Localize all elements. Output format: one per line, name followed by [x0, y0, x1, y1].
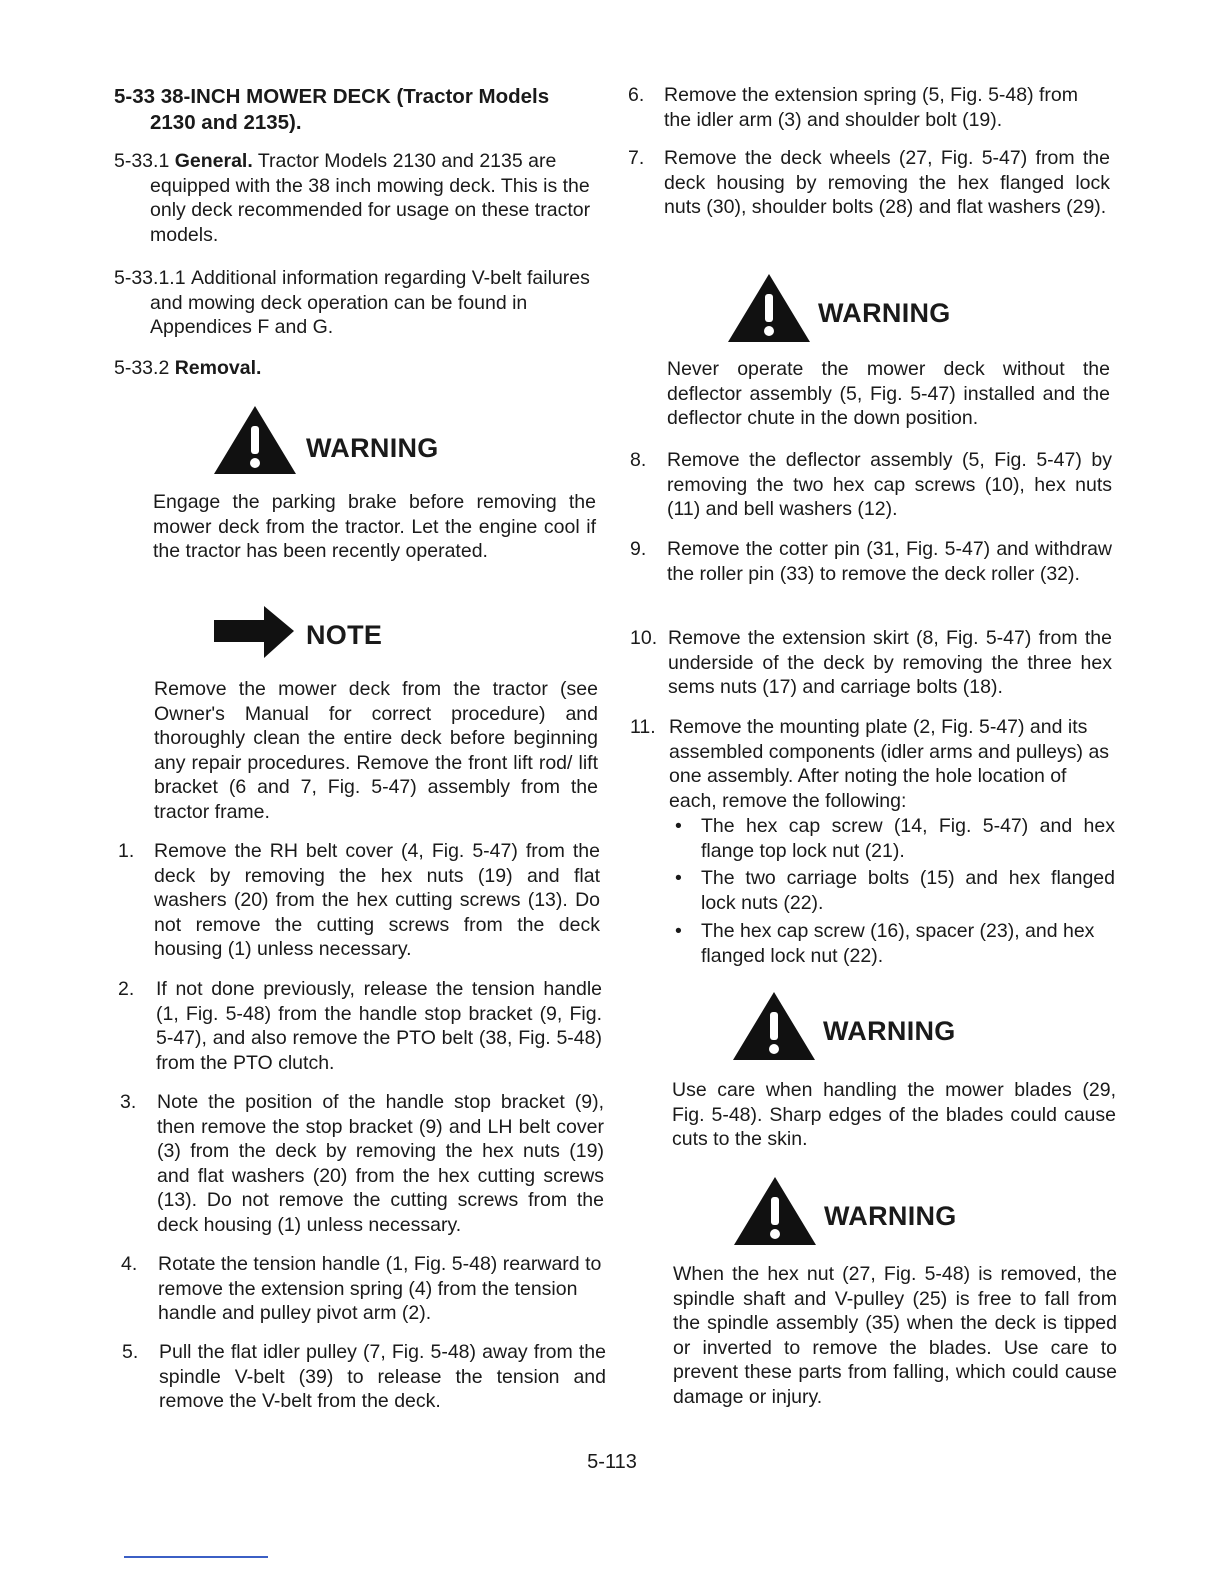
- step-number: 5.: [122, 1341, 139, 1363]
- warning-text-parking: Engage the parking brake before removing the mower deck from the tractor. Let the engine cool if the tractor has been recently operated.: [153, 491, 596, 563]
- bottom-divider: [124, 1556, 268, 1558]
- section-heading-line-1: 5-33 38-INCH MOWER DECK (Tractor Models: [114, 85, 550, 108]
- removal-heading: [114, 356, 594, 381]
- warning-label: WARNING: [306, 433, 439, 463]
- warning-text-blades: Use care when handling the mower blades (29, Fig. 5-48). Sharp edges of the blades could cause cuts to the skin.: [672, 1079, 1116, 1151]
- warning-triangle-icon: [726, 272, 812, 351]
- additional-paragraph: [114, 266, 600, 340]
- bullet-dot-icon: •: [675, 920, 682, 942]
- step-number: 8.: [630, 449, 647, 471]
- step-number: 2.: [118, 978, 135, 1000]
- general-text: Tractor Models 2130 and 2135 are equipped with the 38 inch mowing deck. This is the only deck recommended for usage on these tractor models.: [150, 150, 591, 246]
- warning-label: WARNING: [823, 1016, 956, 1046]
- step-text: Remove the mounting plate (2, Fig. 5-47) and its assembled components (idler arms and pulleys) as one assembly. After noting the hole location of each, remove the following:: [669, 716, 1110, 812]
- step-text: Remove the RH belt cover (4, Fig. 5-47) from the deck by removing the hex nuts (19) and flat washers (20) from the hex cutting screws (13). Do not remove the cutting screws from the deck housing (1) unless necessary.: [154, 840, 600, 961]
- bullet-text: The hex cap screw (16), spacer (23), and hex flanged lock nut (22).: [701, 920, 1095, 967]
- note-text: Remove the mower deck from the tractor (see Owner's Manual for correct procedure) and thoroughly clean the entire deck before beginning any repair procedures. Remove the front lift rod/ lift bracket (6 and 7, Fig. 5-47) assembly from the tractor frame.: [154, 678, 598, 823]
- removal-number: 5-33.2: [114, 357, 170, 379]
- warning-text-deflector: Never operate the mower deck without the deflector assembly (5, Fig. 5-47) installed and the deflector chute in the down position.: [667, 358, 1110, 430]
- step-text: Remove the deck wheels (27, Fig. 5-47) from the deck housing by removing the hex flanged lock nuts (30), shoulder bolts (28) and flat washers (29).: [664, 147, 1110, 219]
- warning-header-right-3: [732, 1175, 957, 1254]
- step-text: Remove the extension spring (5, Fig. 5-48) from the idler arm (3) and shoulder bolt (19).: [664, 84, 1079, 131]
- note-arrow-icon: [214, 604, 294, 667]
- step-number: 10.: [630, 627, 658, 649]
- bullet-text: The two carriage bolts (15) and hex flanged lock nuts (22).: [701, 867, 1115, 914]
- step-number: 1.: [118, 840, 135, 862]
- warning-header-left: [212, 404, 439, 483]
- step-text: Rotate the tension handle (1, Fig. 5-48) rearward to remove the extension spring (4) from the tension handle and pulley pivot arm (2).: [158, 1253, 602, 1325]
- bullet-dot-icon: •: [675, 815, 682, 837]
- step-number: 4.: [121, 1253, 138, 1275]
- bullet-text: The hex cap screw (14, Fig. 5-47) and hex flange top lock nut (21).: [701, 815, 1115, 862]
- warning-label: WARNING: [824, 1201, 957, 1231]
- additional-number: 5-33.1.1: [114, 267, 186, 289]
- removal-title: Removal.: [174, 357, 262, 379]
- general-number: 5-33.1: [114, 150, 170, 172]
- step-number: 6.: [628, 84, 645, 106]
- step-text: Note the position of the handle stop bracket (9), then remove the stop bracket (9) and LH belt cover (3) from the deck by removing the hex nuts (19) and flat washers (20) from the hex cutting screws (13). Do not remove the cutting screws from the deck housing (1) unless necessary.: [157, 1091, 604, 1236]
- section-heading: [114, 84, 604, 136]
- warning-label: WARNING: [818, 298, 951, 328]
- general-title: General.: [174, 150, 253, 172]
- step-text: Remove the deflector assembly (5, Fig. 5-47) by removing the two hex cap screws (10), hex nuts (11) and bell washers (12).: [667, 449, 1112, 521]
- step-number: 7.: [628, 147, 645, 169]
- general-paragraph: [114, 149, 596, 247]
- warning-triangle-icon: [732, 1175, 818, 1254]
- step-number: 11.: [630, 716, 656, 738]
- page-number: 5-113: [587, 1451, 637, 1473]
- additional-text: Additional information regarding V-belt failures and mowing deck operation can be found in Appendices F and G.: [150, 267, 590, 339]
- bullet-dot-icon: •: [675, 867, 682, 889]
- warning-triangle-icon: [212, 404, 298, 483]
- warning-text-spindle: When the hex nut (27, Fig. 5-48) is removed, the spindle shaft and V-pulley (25) is free to fall from the spindle assembly (35) when the deck is tipped or inverted to remove the blades. Use care to prevent these parts from falling, which could cause damage or injury.: [673, 1263, 1117, 1408]
- warning-header-right-1: [726, 272, 951, 351]
- warning-header-right-2: [731, 990, 956, 1069]
- step-number: 3.: [120, 1091, 137, 1113]
- step-text: Remove the cotter pin (31, Fig. 5-47) and withdraw the roller pin (33) to remove the deck roller (32).: [667, 538, 1112, 585]
- step-text: Pull the flat idler pulley (7, Fig. 5-48) away from the spindle V-belt (39) to release the tension and remove the V-belt from the deck.: [159, 1341, 606, 1413]
- step-text: Remove the extension skirt (8, Fig. 5-47) from the underside of the deck by removing the three hex sems nuts (17) and carriage bolts (18).: [668, 627, 1112, 699]
- step-text: If not done previously, release the tension handle (1, Fig. 5-48) from the handle stop bracket (9, Fig. 5-47), and also remove the PTO belt (38, Fig. 5-48) from the PTO clutch.: [156, 978, 602, 1074]
- step-number: 9.: [630, 538, 647, 560]
- warning-triangle-icon: [731, 990, 817, 1069]
- section-heading-line-2: 2130 and 2135).: [150, 111, 302, 134]
- note-header: [214, 604, 382, 667]
- note-label: NOTE: [306, 620, 383, 650]
